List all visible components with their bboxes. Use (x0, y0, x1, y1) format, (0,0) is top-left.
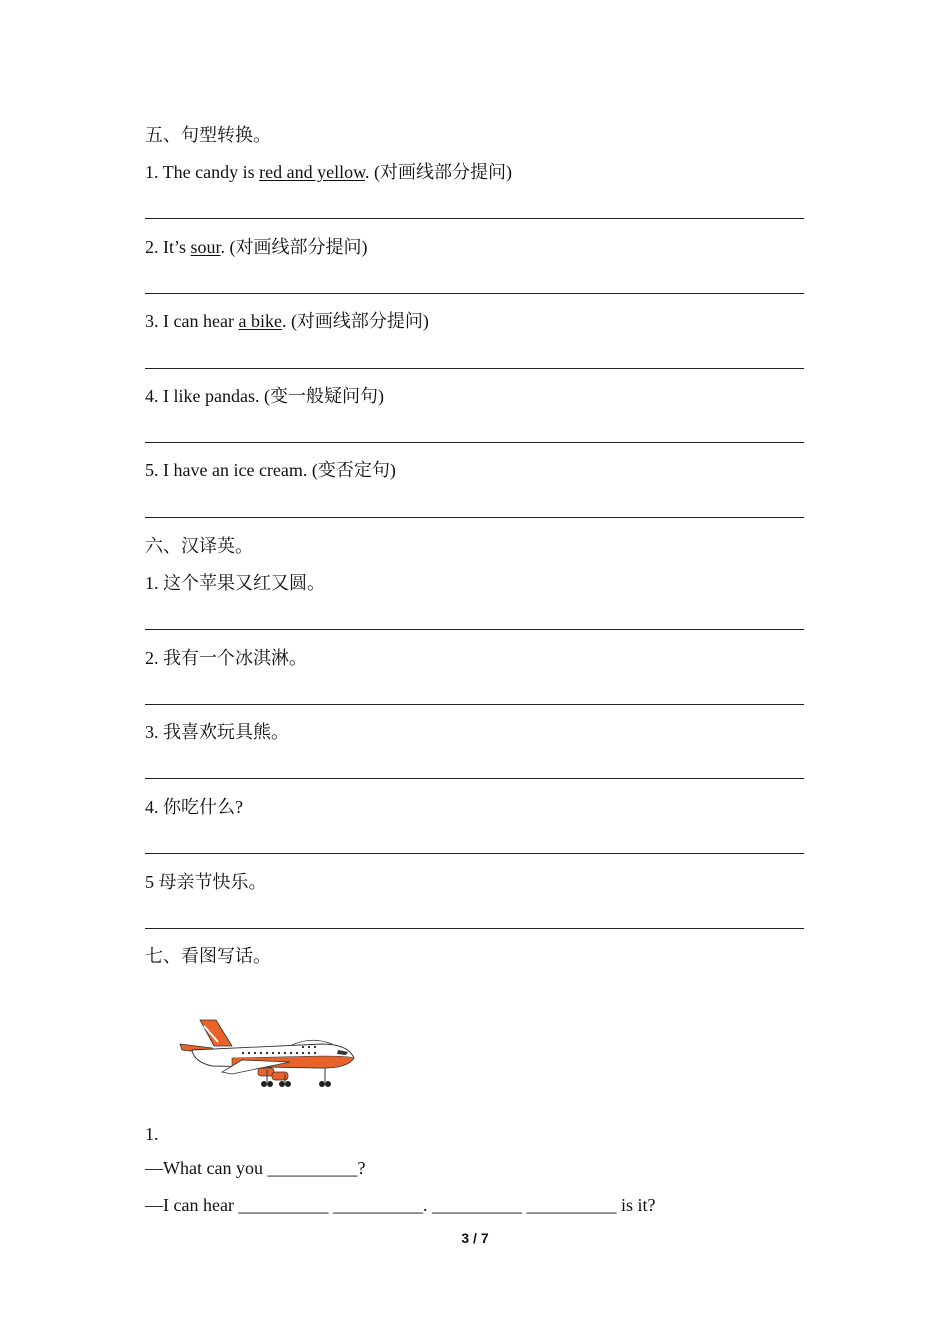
section6-item-5: 5 母亲节快乐。 (145, 872, 267, 892)
answer-line[interactable] (145, 368, 804, 369)
answer-line[interactable] (145, 293, 804, 294)
section6-item-1: 1. 这个苹果又红又圆。 (145, 573, 325, 593)
dialog-line-1: —What can you __________? (145, 1158, 366, 1178)
section5-question-2 (145, 235, 368, 259)
question-instruction: . (对画线部分提问) (220, 237, 368, 257)
answer-line[interactable] (145, 704, 804, 705)
underlined-part: red and yellow (259, 162, 365, 182)
section5-question-1 (145, 160, 512, 184)
section6-item-4: 4. 你吃什么? (145, 797, 243, 817)
question-text: 3. I can hear (145, 311, 239, 331)
airplane-illustration-icon (172, 1014, 358, 1092)
answer-line[interactable] (145, 629, 804, 630)
underlined-part: a bike (238, 311, 282, 331)
underlined-part: sour (190, 237, 221, 257)
answer-line[interactable] (145, 442, 804, 443)
section5-question-5: 5. I have an ice cream. (变否定句) (145, 460, 396, 480)
answer-line[interactable] (145, 853, 804, 854)
section7-number: 1. (145, 1124, 159, 1144)
question-instruction: . (对画线部分提问) (281, 311, 429, 331)
page-number: 3 / 7 (461, 1230, 489, 1246)
section5-question-3 (145, 309, 429, 333)
answer-line[interactable] (145, 218, 804, 219)
section6-item-2: 2. 我有一个冰淇淋。 (145, 648, 307, 668)
dialog-line-2: —I can hear __________ __________. __________ __________ is it? (145, 1195, 656, 1215)
answer-line[interactable] (145, 778, 804, 779)
answer-line[interactable] (145, 517, 804, 518)
section7-heading: 七、看图写话。 (145, 946, 271, 966)
question-instruction: . (对画线部分提问) (364, 162, 512, 182)
section5-question-4: 4. I like pandas. (变一般疑问句) (145, 386, 384, 406)
section5-heading: 五、句型转换。 (145, 125, 271, 145)
section6-item-3: 3. 我喜欢玩具熊。 (145, 722, 289, 742)
question-text: 1. The candy is (145, 162, 260, 182)
question-text: 2. It’s (145, 237, 191, 257)
answer-line[interactable] (145, 928, 804, 929)
section6-heading: 六、汉译英。 (145, 536, 253, 556)
